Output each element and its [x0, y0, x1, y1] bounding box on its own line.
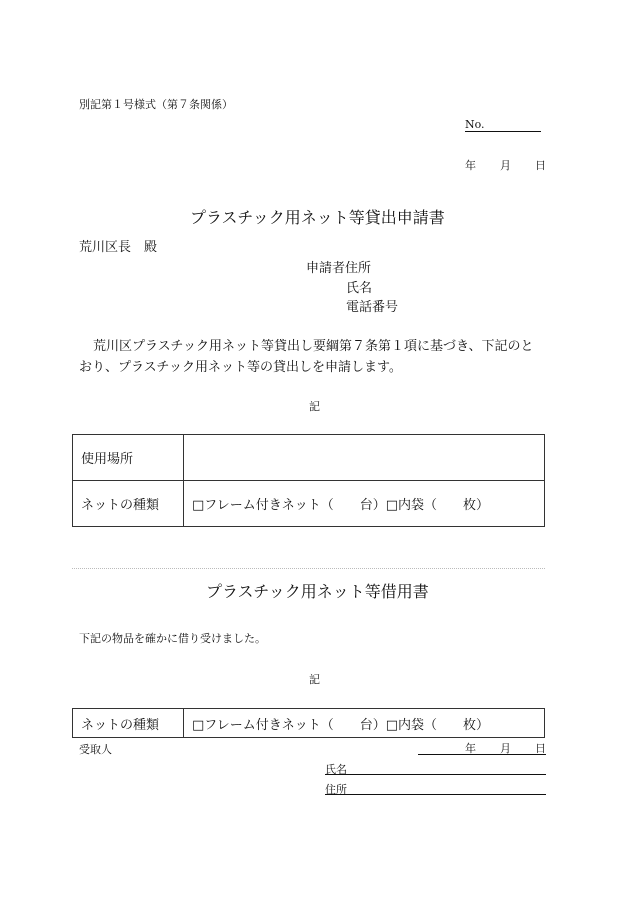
- applicant-address-label: 申請者住所: [306, 261, 372, 276]
- receipt-body: 下記の物品を確かに借り受けました。: [79, 632, 266, 645]
- receipt-date-month: 月: [500, 742, 511, 755]
- receipt-table: [72, 708, 545, 738]
- date-year: 年: [465, 159, 476, 172]
- form-id: 別記第１号様式（第７条関係）: [79, 98, 233, 111]
- table-row: [73, 435, 545, 481]
- date-day: 日: [535, 159, 546, 172]
- receipt-ki: 記: [309, 673, 320, 686]
- table-row: [73, 481, 545, 527]
- addressee: 荒川区長 殿: [79, 240, 158, 255]
- usage-location-field[interactable]: [184, 435, 545, 481]
- receiver-name-label: 氏名: [325, 763, 347, 776]
- number-field: [465, 118, 541, 131]
- net-type-field[interactable]: □フレーム付きネット（ 台）□内袋（ 枚）: [184, 481, 545, 527]
- application-title: プラスチック用ネット等貸出申請書: [190, 208, 445, 227]
- date-month: 月: [500, 159, 511, 172]
- application-body-line2: おり、プラスチック用ネット等の貸出しを申請します。: [79, 360, 402, 375]
- table-row: [73, 709, 545, 738]
- number-underline: [465, 131, 541, 132]
- application-ki: 記: [309, 400, 320, 413]
- receiver-address-underline[interactable]: [325, 794, 546, 795]
- table-cell-label: ネットの種類: [73, 481, 184, 527]
- receipt-net-type-field[interactable]: □フレーム付きネット（ 台）□内袋（ 枚）: [184, 709, 545, 738]
- table-cell-label: 使用場所: [73, 435, 184, 481]
- section-divider: [72, 568, 545, 569]
- date-underline: [418, 754, 546, 755]
- receiver-name-underline[interactable]: [325, 774, 546, 775]
- receiver-label: 受取人: [79, 743, 112, 756]
- applicant-name-label: 氏名: [346, 281, 373, 296]
- applicant-phone-label: 電話番号: [346, 300, 399, 315]
- application-body-line1: 荒川区プラスチック用ネット等貸出し要綱第７条第１項に基づき、下記のと: [93, 339, 534, 354]
- receiver-address-label: 住所: [325, 783, 347, 796]
- receipt-date-year: 年: [465, 742, 476, 755]
- number-label: No.: [465, 118, 485, 131]
- receipt-date-day: 日: [535, 742, 546, 755]
- application-table: [72, 434, 545, 527]
- receipt-title: プラスチック用ネット等借用書: [206, 582, 429, 601]
- table-cell-label: ネットの種類: [73, 709, 184, 738]
